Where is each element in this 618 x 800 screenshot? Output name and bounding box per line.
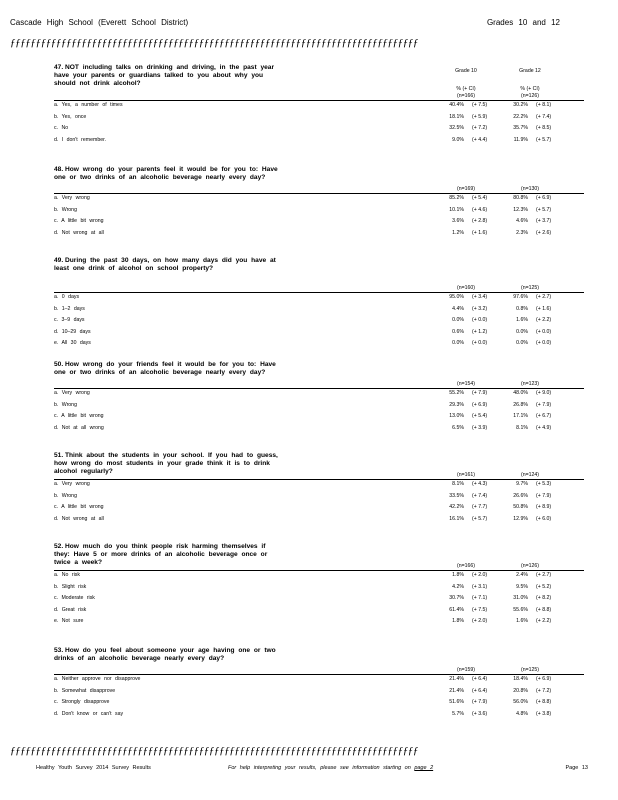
grade-12-percent: 30.2% <box>513 102 528 108</box>
grade-12-ci: (+ 7.2) <box>536 687 552 694</box>
question-prompt: How do you feel about someone your age having one or two drinks of an alcoholic beverage nearly every day? <box>54 647 276 662</box>
percent-ci-header: % (+ CI) <box>520 86 540 92</box>
answer-label: a. Very wrong <box>54 390 90 396</box>
answer-label: d. Don't know or can't say <box>54 710 124 717</box>
answer-label: e. Not sure <box>54 618 84 625</box>
grade-12-percent: 12.9% <box>513 515 528 522</box>
grade-12-ci: (+ 6.9) <box>536 195 552 201</box>
grade-12-percent: 26.6% <box>513 492 528 499</box>
grade-12-percent: 48.0% <box>513 390 528 396</box>
question-text <box>54 257 284 273</box>
grade-10-ci: (+ 3.2) <box>472 305 488 312</box>
grade-10-percent: 30.7% <box>449 595 464 602</box>
grade-10-percent: 55.2% <box>449 390 464 396</box>
school-name: Cascade High School (Everett School District) <box>10 18 189 27</box>
survey-question <box>54 257 584 365</box>
grade-12-ci: (+ 3.7) <box>536 218 552 225</box>
answer-row <box>54 101 584 110</box>
grade-10-percent: 1.2% <box>452 229 464 236</box>
footer-help-text <box>228 765 433 771</box>
answer-row <box>54 424 584 433</box>
grade-10-ci: (+ 2.8) <box>472 218 488 225</box>
grade-10-percent: 1.8% <box>452 572 464 578</box>
percent-ci-header: % (+ CI) <box>456 86 476 92</box>
grades-label: Grades 10 and 12 <box>486 18 560 27</box>
grade-12-ci: (+ 8.8) <box>536 606 552 613</box>
question-prompt: How wrong do your parents feel it would be for you to: Have one or two drinks of an alcoholic beverage nearly every day? <box>54 166 278 181</box>
grade-10-percent: 1.8% <box>452 618 464 625</box>
grade-12-percent: 9.7% <box>516 481 528 487</box>
sample-size-grade-12: (n=126) <box>520 563 540 569</box>
answer-row <box>54 194 584 203</box>
answer-row <box>54 206 584 215</box>
answer-label: b. Somewhat disapprove <box>54 687 116 694</box>
answer-row <box>54 217 584 226</box>
answer-row <box>54 583 584 592</box>
grade-10-ci: (+ 7.4) <box>472 492 488 499</box>
grade-10-percent: 4.4% <box>452 305 464 312</box>
question-text <box>54 361 284 377</box>
grade-10-ci: (+ 3.4) <box>472 294 488 300</box>
answer-row <box>54 675 584 684</box>
answer-row <box>54 515 584 524</box>
grade-12-percent: 2.3% <box>516 229 528 236</box>
grade-12-percent: 4.6% <box>516 218 528 225</box>
answer-label: d. Great risk <box>54 606 87 613</box>
survey-question <box>54 64 584 162</box>
question-prompt: How much do you think people risk harming themselves if they: Have 5 or more drinks of an alcoholic beverage once or twice a week? <box>54 543 268 566</box>
answer-row <box>54 480 584 489</box>
answer-row <box>54 412 584 421</box>
answer-row <box>54 503 584 512</box>
answer-label: b. Slight risk <box>54 583 87 590</box>
answer-row <box>54 136 584 145</box>
grade-12-ci: (+ 2.2) <box>536 618 552 625</box>
grade-12-percent: 35.7% <box>513 125 528 132</box>
sample-size-grade-12: (n=125) <box>520 667 540 673</box>
grade-10-ci: (+ 5.9) <box>472 113 488 120</box>
answer-row <box>54 606 584 615</box>
grade-12-percent: 22.2% <box>513 113 528 120</box>
grade-10-ci: (+ 7.9) <box>472 699 488 706</box>
grade-12-ci: (+ 6.0) <box>536 515 552 522</box>
grade-12-header: Grade 12 <box>519 68 541 74</box>
grade-10-ci: (+ 7.1) <box>472 595 488 602</box>
grade-12-percent: 1.6% <box>516 317 528 324</box>
grade-12-ci: (+ 2.6) <box>536 229 552 236</box>
grade-10-percent: 0.0% <box>452 340 464 347</box>
answer-label: a. Yes, a number of times <box>54 102 123 108</box>
sample-size-grade-10: (n=160) <box>456 285 476 291</box>
grade-10-ci: (+ 1.2) <box>472 328 488 335</box>
survey-question <box>54 452 584 540</box>
answer-label: c. A little bit wrong <box>54 218 104 225</box>
grade-12-percent: 9.5% <box>516 583 528 590</box>
answer-label: c. 3–9 days <box>54 317 85 324</box>
grade-10-percent: 13.0% <box>449 413 464 420</box>
answer-row <box>54 571 584 580</box>
grade-12-ci: (+ 5.3) <box>536 481 552 487</box>
grade-10-percent: 21.4% <box>449 676 464 682</box>
grade-12-percent: 0.8% <box>516 305 528 312</box>
question-number: 48. <box>54 166 64 173</box>
grade-12-percent: 4.8% <box>516 710 528 717</box>
answer-row <box>54 698 584 707</box>
footer-help-prefix: For help interpreting your results, please see information starting on <box>228 765 411 771</box>
grade-12-ci: (+ 6.7) <box>536 413 552 420</box>
grade-12-percent: 18.4% <box>513 676 528 682</box>
answer-row <box>54 293 584 302</box>
grade-12-ci: (+ 4.9) <box>536 424 552 431</box>
answer-label: d. Not at all wrong <box>54 424 104 431</box>
sample-size-grade-12: (n=125) <box>520 285 540 291</box>
grade-12-percent: 55.6% <box>513 606 528 613</box>
grade-12-ci: (+ 0.0) <box>536 340 552 347</box>
grade-12-percent: 1.6% <box>516 618 528 625</box>
grade-10-percent: 10.1% <box>449 206 464 213</box>
grade-10-ci: (+ 0.0) <box>472 340 488 347</box>
grade-10-percent: 51.6% <box>449 699 464 706</box>
grade-12-percent: 31.0% <box>513 595 528 602</box>
sample-size-grade-12: (n=124) <box>520 472 540 478</box>
grade-12-ci: (+ 8.8) <box>536 699 552 706</box>
answer-row <box>54 124 584 133</box>
grade-10-ci: (+ 3.1) <box>472 583 488 590</box>
answer-label: e. All 30 days <box>54 340 91 347</box>
grade-10-ci: (+ 2.0) <box>472 618 488 625</box>
grade-10-ci: (+ 5.7) <box>472 515 488 522</box>
page-header <box>10 18 608 30</box>
answer-row <box>54 229 584 238</box>
sample-size-grade-12: (n=123) <box>520 381 540 387</box>
top-divider: ƒƒƒƒƒƒƒƒƒƒƒƒƒƒƒƒƒƒƒƒƒƒƒƒƒƒƒƒƒƒƒƒƒƒƒƒƒƒƒƒƒƒƒƒƒƒƒƒƒƒƒƒƒƒƒƒƒƒƒƒƒƒƒƒƒƒƒƒƒƒƒƒƒƒƒƒƒƒƒƒ <box>10 38 419 48</box>
grade-12-ci: (+ 2.2) <box>536 317 552 324</box>
grade-12-ci: (+ 1.6) <box>536 305 552 312</box>
answer-label: b. Yes, once <box>54 113 87 120</box>
question-text <box>54 166 284 182</box>
answer-label: b. Wrong <box>54 206 77 213</box>
grade-10-ci: (+ 3.9) <box>472 424 488 431</box>
answer-row <box>54 339 584 348</box>
grade-10-ci: (+ 7.5) <box>472 102 488 108</box>
answer-label: c. No <box>54 125 69 132</box>
sample-size-grade-10: (n=159) <box>456 667 476 673</box>
answer-row <box>54 389 584 398</box>
grade-10-percent: 0.6% <box>452 328 464 335</box>
grade-12-percent: 50.8% <box>513 504 528 511</box>
grade-12-ci: (+ 8.1) <box>536 102 552 108</box>
grade-10-percent: 85.2% <box>449 195 464 201</box>
grade-12-ci: (+ 9.0) <box>536 390 552 396</box>
answer-label: b. 1–2 days <box>54 305 85 312</box>
grade-10-percent: 29.3% <box>449 401 464 408</box>
grade-12-percent: 2.4% <box>516 572 528 578</box>
answer-label: d. Not wrong at all <box>54 229 104 236</box>
grade-10-percent: 61.4% <box>449 606 464 613</box>
grade-10-percent: 5.7% <box>452 710 464 717</box>
grade-10-percent: 18.1% <box>449 113 464 120</box>
grade-12-ci: (+ 3.8) <box>536 710 552 717</box>
grade-10-ci: (+ 6.4) <box>472 687 488 694</box>
question-number: 51. <box>54 452 64 459</box>
answer-label: c. Strongly disapprove <box>54 699 110 706</box>
sample-size-grade-10: (n=169) <box>456 186 476 192</box>
grade-10-ci: (+ 4.3) <box>472 481 488 487</box>
grade-12-ci: (+ 0.0) <box>536 328 552 335</box>
grade-12-ci: (+ 7.9) <box>536 401 552 408</box>
answer-label: a. Very wrong <box>54 195 90 201</box>
grade-12-ci: (+ 5.7) <box>536 206 552 213</box>
grade-10-percent: 6.5% <box>452 424 464 431</box>
answer-label: d. 10–29 days <box>54 328 91 335</box>
footer-page-link[interactable]: page 2 <box>414 765 434 771</box>
grade-12-ci: (+ 2.7) <box>536 294 552 300</box>
grade-10-ci: (+ 3.6) <box>472 710 488 717</box>
grade-10-percent: 95.0% <box>449 294 464 300</box>
question-number: 50. <box>54 361 64 368</box>
answer-label: a. No risk <box>54 572 80 578</box>
grade-12-ci: (+ 8.5) <box>536 125 552 132</box>
question-number: 47. <box>54 64 64 71</box>
grade-10-percent: 3.6% <box>452 218 464 225</box>
answer-row <box>54 328 584 337</box>
survey-question <box>54 647 584 735</box>
survey-question <box>54 543 584 643</box>
grade-10-percent: 42.2% <box>449 504 464 511</box>
sample-size-grade-12: (n=126) <box>520 93 540 99</box>
grade-10-percent: 16.1% <box>449 515 464 522</box>
answer-row <box>54 710 584 719</box>
grade-10-ci: (+ 7.9) <box>472 390 488 396</box>
question-number: 52. <box>54 543 64 550</box>
grade-12-percent: 80.8% <box>513 195 528 201</box>
grade-10-percent: 4.2% <box>452 583 464 590</box>
sample-size-grade-12: (n=130) <box>520 186 540 192</box>
answer-row <box>54 305 584 314</box>
grade-10-percent: 33.5% <box>449 492 464 499</box>
answer-row <box>54 316 584 325</box>
grade-12-ci: (+ 5.7) <box>536 136 552 143</box>
grade-10-ci: (+ 6.9) <box>472 401 488 408</box>
sample-size-grade-10: (n=161) <box>456 472 476 478</box>
grade-12-ci: (+ 8.9) <box>536 504 552 511</box>
grade-10-header: Grade 10 <box>455 68 477 74</box>
grade-10-percent: 40.4% <box>449 102 464 108</box>
question-number: 49. <box>54 257 64 264</box>
answer-row <box>54 594 584 603</box>
grade-10-ci: (+ 5.4) <box>472 195 488 201</box>
grade-12-percent: 97.6% <box>513 294 528 300</box>
grade-12-ci: (+ 6.9) <box>536 676 552 682</box>
grade-12-ci: (+ 7.9) <box>536 492 552 499</box>
question-text <box>54 543 284 566</box>
question-number: 53. <box>54 647 64 654</box>
grade-10-percent: 32.5% <box>449 125 464 132</box>
question-prompt: How wrong do your friends feel it would be for you to: Have one or two drinks of an alcoholic beverage nearly every day? <box>54 361 276 376</box>
sample-size-grade-10: (n=154) <box>456 381 476 387</box>
answer-label: c. Moderate risk <box>54 595 95 602</box>
grade-12-ci: (+ 2.7) <box>536 572 552 578</box>
sample-size-grade-10: (n=166) <box>456 563 476 569</box>
grade-10-ci: (+ 7.2) <box>472 125 488 132</box>
grade-10-ci: (+ 4.4) <box>472 136 488 143</box>
answer-label: d. Not wrong at all <box>54 515 104 522</box>
answer-label: b. Wrong <box>54 492 77 499</box>
answer-row <box>54 617 584 626</box>
grade-12-percent: 0.0% <box>516 328 528 335</box>
answer-row <box>54 687 584 696</box>
question-prompt: NOT including talks on drinking and driving, in the past year have your parents or guardians talked to you about why you should not drink alcohol? <box>54 64 275 87</box>
grade-12-percent: 8.1% <box>516 424 528 431</box>
grade-10-ci: (+ 7.7) <box>472 504 488 511</box>
question-text <box>54 64 284 87</box>
answer-label: d. I don't remember. <box>54 136 106 143</box>
answer-row <box>54 492 584 501</box>
survey-question <box>54 166 584 254</box>
answer-label: b. Wrong <box>54 401 77 408</box>
grade-10-ci: (+ 0.0) <box>472 317 488 324</box>
grade-10-percent: 0.0% <box>452 317 464 324</box>
sample-size-grade-10: (n=166) <box>456 93 476 99</box>
answer-label: a. Very wrong <box>54 481 90 487</box>
answer-label: a. 0 days <box>54 294 80 300</box>
grade-12-ci: (+ 8.2) <box>536 595 552 602</box>
grade-10-percent: 8.1% <box>452 481 464 487</box>
grade-10-ci: (+ 2.0) <box>472 572 488 578</box>
answer-row <box>54 401 584 410</box>
grade-12-percent: 26.8% <box>513 401 528 408</box>
grade-10-ci: (+ 7.5) <box>472 606 488 613</box>
grade-12-ci: (+ 7.4) <box>536 113 552 120</box>
grade-10-ci: (+ 6.4) <box>472 676 488 682</box>
grade-12-ci: (+ 5.2) <box>536 583 552 590</box>
question-prompt: During the past 30 days, on how many days did you have at least one drink of alcohol on school property? <box>54 257 276 272</box>
question-text <box>54 452 284 475</box>
answer-label: c. A little bit wrong <box>54 413 104 420</box>
question-prompt: Think about the students in your school. If you had to guess, how wrong do most students in your grade think it is to drink alcohol regularly? <box>54 452 278 475</box>
answer-label: a. Neither approve nor disapprove <box>54 676 141 682</box>
grade-10-ci: (+ 1.6) <box>472 229 488 236</box>
grade-10-percent: 9.0% <box>452 136 464 143</box>
answer-row <box>54 113 584 122</box>
grade-10-ci: (+ 4.6) <box>472 206 488 213</box>
bottom-divider: ƒƒƒƒƒƒƒƒƒƒƒƒƒƒƒƒƒƒƒƒƒƒƒƒƒƒƒƒƒƒƒƒƒƒƒƒƒƒƒƒƒƒƒƒƒƒƒƒƒƒƒƒƒƒƒƒƒƒƒƒƒƒƒƒƒƒƒƒƒƒƒƒƒƒƒƒƒƒƒƒ <box>10 746 419 756</box>
footer-page-number: Page 13 <box>565 765 588 771</box>
grade-12-percent: 20.8% <box>513 687 528 694</box>
grade-12-percent: 17.1% <box>513 413 528 420</box>
survey-question <box>54 361 584 449</box>
grade-10-ci: (+ 5.4) <box>472 413 488 420</box>
grade-12-percent: 12.3% <box>513 206 528 213</box>
grade-12-percent: 11.9% <box>513 136 528 143</box>
page-footer <box>36 765 588 775</box>
answer-label: c. A little bit wrong <box>54 504 104 511</box>
grade-10-percent: 21.4% <box>449 687 464 694</box>
footer-survey-title: Healthy Youth Survey 2014 Survey Results <box>36 765 151 771</box>
grade-12-percent: 0.0% <box>516 340 528 347</box>
grade-12-percent: 56.0% <box>513 699 528 706</box>
question-text <box>54 647 284 663</box>
